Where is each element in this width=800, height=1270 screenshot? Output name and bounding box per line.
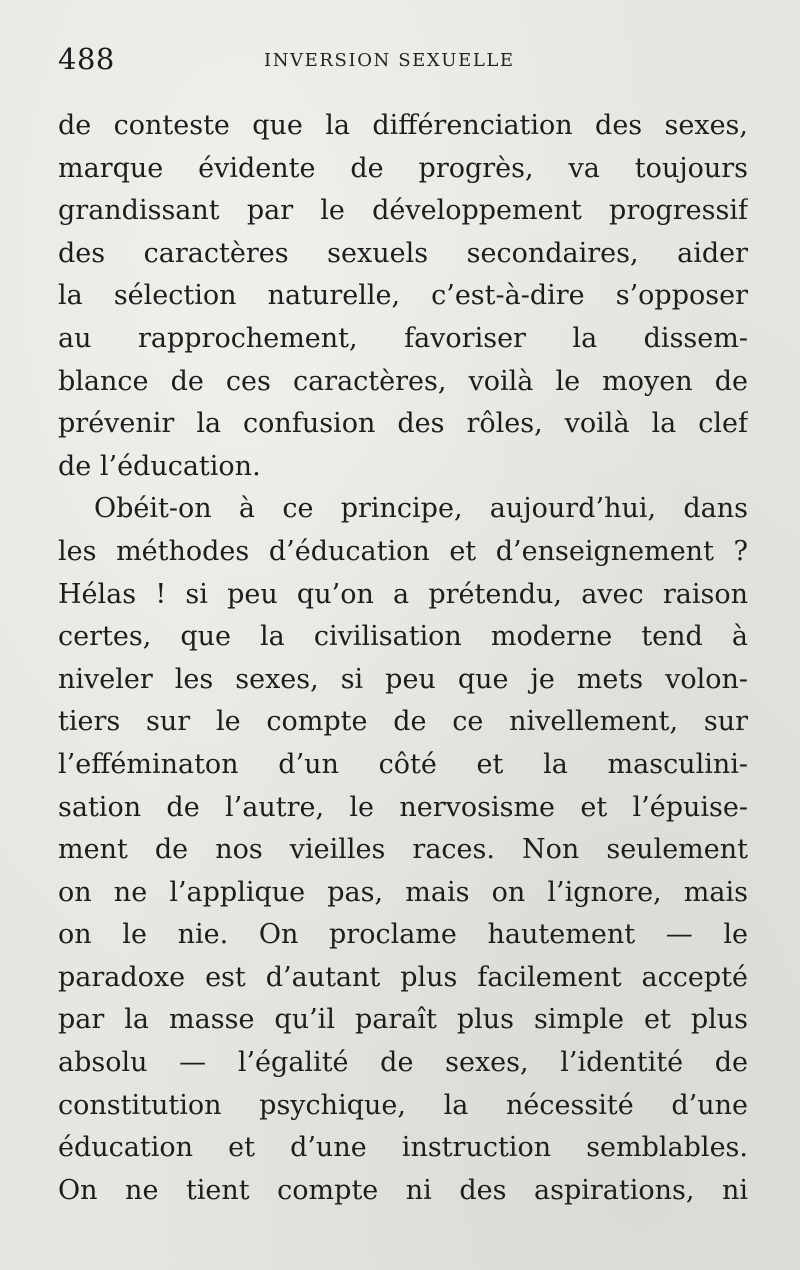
text-line: on le nie. On proclame hautement — le	[58, 919, 748, 951]
text-line: On ne tient compte ni des aspirations, ni	[58, 1174, 748, 1206]
text-line: prévenir la confusion des rôles, voilà la clef	[58, 408, 748, 440]
text-line: éducation et d’une instruction semblables.	[58, 1132, 748, 1164]
text-line: la sélection naturelle, c’est-à-dire s’opposer	[58, 280, 748, 312]
paragraph-1	[58, 105, 748, 488]
text-line: niveler les sexes, si peu que je mets volon-	[58, 663, 748, 695]
text-line: par la masse qu’il paraît plus simple et plus	[58, 1004, 748, 1036]
page-number: 488	[58, 42, 115, 76]
text-line: marque évidente de progrès, va toujours	[58, 152, 748, 184]
page-header	[58, 40, 748, 82]
text-line: tiers sur le compte de ce nivellement, sur	[58, 706, 748, 738]
text-line: Hélas ! si peu qu’on a prétendu, avec raison	[58, 578, 748, 610]
text-line: de l’éducation.	[58, 450, 261, 482]
text-line: l’efféminaton d’un côté et la masculini-	[58, 748, 748, 780]
text-line: paradoxe est d’autant plus facilement accepté	[58, 961, 748, 993]
text-line: ment de nos vieilles races. Non seulement	[58, 834, 748, 866]
text-line: on ne l’applique pas, mais on l’ignore, mais	[58, 876, 748, 908]
body-text	[58, 105, 748, 1212]
paragraph-2	[58, 488, 748, 1212]
text-line: blance de ces caractères, voilà le moyen de	[58, 365, 748, 397]
text-line: au rapprochement, favoriser la dissem-	[58, 322, 748, 354]
running-head: INVERSION SEXUELLE	[264, 50, 515, 71]
text-line: certes, que la civilisation moderne tend à	[58, 621, 748, 653]
text-line: constitution psychique, la nécessité d’une	[58, 1089, 748, 1121]
text-line: de conteste que la différenciation des sexes,	[58, 110, 748, 141]
text-line: grandissant par le développement progressif	[58, 195, 748, 227]
text-line: absolu — l’égalité de sexes, l’identité de	[58, 1047, 748, 1079]
text-line: Obéit-on à ce principe, aujourd’hui, dans	[94, 493, 748, 525]
text-line: des caractères sexuels secondaires, aider	[58, 237, 748, 269]
text-line: sation de l’autre, le nervosisme et l’épuise-	[58, 791, 748, 823]
text-line: les méthodes d’éducation et d’enseignement ?	[58, 535, 748, 567]
